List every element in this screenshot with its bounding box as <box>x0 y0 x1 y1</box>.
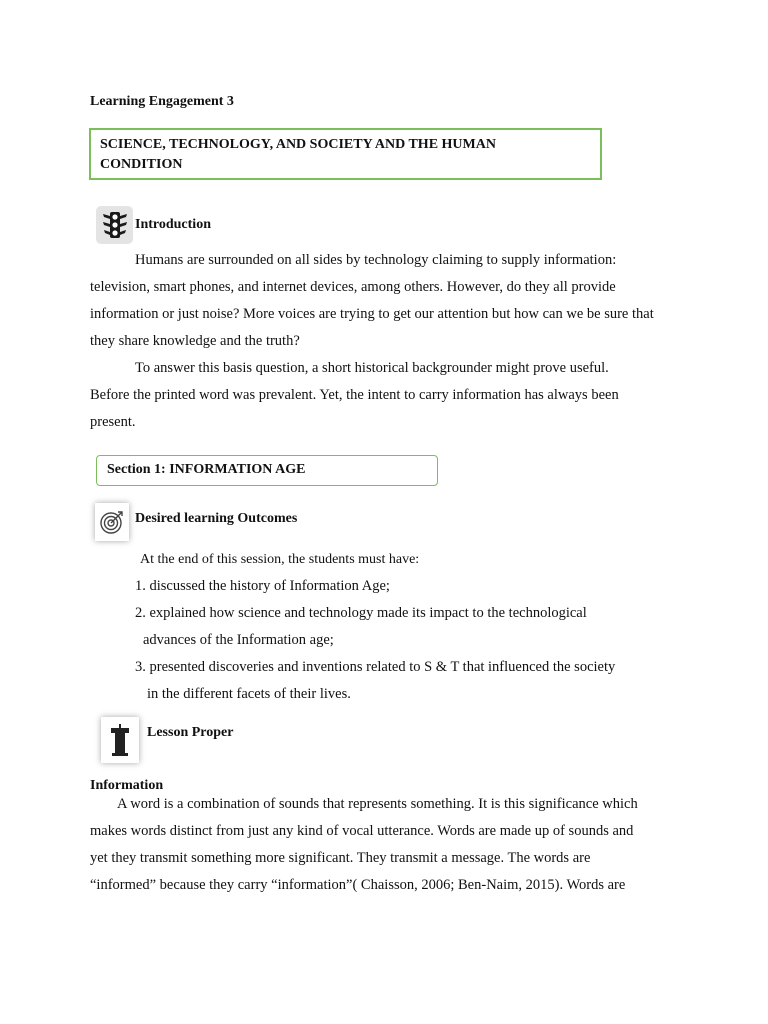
lesson-line-4: “informed” because they carry “information”( Chaisson, 2006; Ben-Naim, 2015). Words are <box>90 877 626 893</box>
podium-icon <box>101 717 139 763</box>
intro-p1-line-2: television, smart phones, and internet devices, among others. However, do they all provide <box>90 279 616 295</box>
intro-paragraph-1 <box>90 247 690 355</box>
list-item: in the different facets of their lives. <box>147 686 351 702</box>
list-item: 3. presented discoveries and inventions related to S & T that influenced the society <box>135 659 616 675</box>
lesson-paragraph <box>90 791 690 899</box>
outcomes-list <box>135 573 615 708</box>
target-icon <box>95 503 129 541</box>
outcomes-lead: At the end of this session, the students must have: <box>140 552 420 567</box>
intro-p2-line-1: To answer this basis question, a short historical backgrounder might prove useful. <box>135 360 609 376</box>
intro-paragraph-2 <box>90 355 690 436</box>
list-item: 1. discussed the history of Information Age; <box>135 578 390 594</box>
outcomes-heading: Desired learning Outcomes <box>135 511 298 526</box>
lesson-line-2: makes words distinct from just any kind of vocal utterance. Words are made up of sounds and <box>90 823 634 839</box>
section-heading: Section 1: INFORMATION AGE <box>107 462 306 477</box>
intro-p1-line-4: they share knowledge and the truth? <box>90 333 300 349</box>
section-heading-box <box>96 455 438 486</box>
intro-p2-line-2: Before the printed word was prevalent. Yet, the intent to carry information has always been <box>90 387 619 403</box>
intro-p1-line-1: Humans are surrounded on all sides by technology claiming to supply information: <box>135 252 617 268</box>
information-subheading: Information <box>90 778 164 793</box>
lesson-heading: Lesson Proper <box>147 725 234 740</box>
list-item: 2. explained how science and technology made its impact to the technological <box>135 605 587 621</box>
intro-p2-line-3: present. <box>90 414 136 430</box>
lesson-line-1: A word is a combination of sounds that represents something. It is this significance which <box>117 796 638 812</box>
main-heading-line-2: CONDITION <box>100 157 183 172</box>
list-item: advances of the Information age; <box>143 632 334 648</box>
main-heading <box>100 135 496 175</box>
intro-p1-line-3: information or just noise? More voices are trying to get our attention but how can we be sure that <box>90 306 654 322</box>
lesson-line-3: yet they transmit something more significant. They transmit a message. The words are <box>90 850 591 866</box>
main-heading-line-1: SCIENCE, TECHNOLOGY, AND SOCIETY AND THE HUMAN <box>100 137 496 152</box>
introduction-heading: Introduction <box>135 217 211 232</box>
main-heading-box <box>89 128 602 180</box>
traffic-light-icon <box>96 206 133 244</box>
engagement-title: Learning Engagement 3 <box>90 94 234 109</box>
